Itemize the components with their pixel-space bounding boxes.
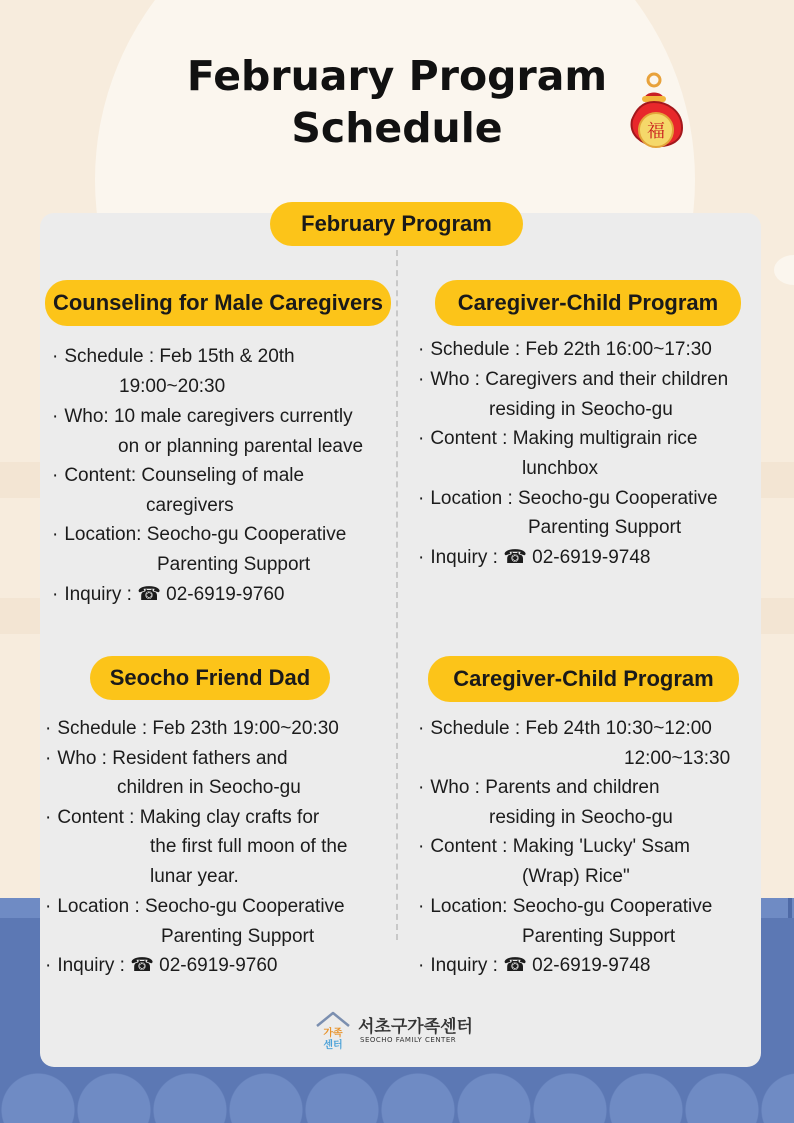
section-heading: Counseling for Male Caregivers [45,280,391,326]
schedule-line: · Schedule : Feb 23th 19:00~20:30 [45,718,339,739]
location-line: · Location: Seocho-gu Cooperative [418,896,713,917]
content-line-cont: caregivers [146,495,234,516]
location-line-cont: Parenting Support [157,554,311,575]
schedule-line: · Schedule : Feb 22th 16:00~17:30 [418,339,712,360]
content-line: · Content : Making 'Lucky' Ssam [418,836,690,857]
who-line: · Who : Resident fathers and [45,748,288,769]
location-line-cont: Parenting Support [522,926,676,947]
who-line-cont: residing in Seocho-gu [489,399,673,420]
schedule-line-cont: 12:00~13:30 [624,748,731,769]
svg-text:센터: 센터 [323,1040,343,1050]
content-line: · Content: Counseling of male [52,465,305,486]
location-line: · Location : Seocho-gu Cooperative [418,488,718,509]
column-divider [396,240,398,940]
lucky-bag-icon [620,70,692,160]
content-line-cont: lunar year. [150,866,239,887]
schedule-line: · Schedule : Feb 24th 10:30~12:00 [418,718,712,739]
who-line-cont: children in Seocho-gu [117,777,301,798]
house-logo-icon [314,1010,352,1050]
february-program-pill: February Program [270,202,523,246]
who-line-cont: residing in Seocho-gu [489,807,673,828]
page-title: February Program Schedule [186,52,608,152]
location-line-cont: Parenting Support [161,926,315,947]
schedule-line: · Schedule : Feb 15th & 20th [52,346,295,367]
section-heading: Caregiver-Child Program [428,656,739,702]
content-line-cont: lunchbox [522,458,599,479]
seocho-family-center-logo [314,1010,484,1050]
content-line-cont: (Wrap) Rice" [522,866,630,887]
inquiry-line: · Inquiry : ☎ 02-6919-9748 [418,547,651,568]
who-line: · Who: 10 male caregivers currently [52,406,353,427]
inquiry-line: · Inquiry : ☎ 02-6919-9760 [52,584,285,605]
svg-text:福: 福 [647,121,665,142]
who-line: · Who : Caregivers and their children [418,369,729,390]
section-heading: Seocho Friend Dad [90,656,330,700]
location-line: · Location: Seocho-gu Cooperative [52,524,347,545]
content-line-cont: the first full moon of the [150,836,348,857]
logo-name-korean: 서초구가족센터 [358,1017,473,1037]
location-line-cont: Parenting Support [528,517,682,538]
svg-text:가족: 가족 [323,1028,343,1039]
location-line: · Location : Seocho-gu Cooperative [45,896,345,917]
inquiry-line: · Inquiry : ☎ 02-6919-9748 [418,955,651,976]
content-line: · Content : Making clay crafts for [45,807,320,828]
background-decoration [774,255,794,285]
schedule-line-cont: 19:00~20:30 [119,376,226,397]
section-heading: Caregiver-Child Program [435,280,741,326]
logo-name-english: SEOCHO FAMILY CENTER [360,1036,457,1044]
who-line-cont: on or planning parental leave [118,436,364,457]
inquiry-line: · Inquiry : ☎ 02-6919-9760 [45,955,278,976]
content-line: · Content : Making multigrain rice [418,428,698,449]
roof-arcs [0,1070,794,1123]
who-line: · Who : Parents and children [418,777,660,798]
